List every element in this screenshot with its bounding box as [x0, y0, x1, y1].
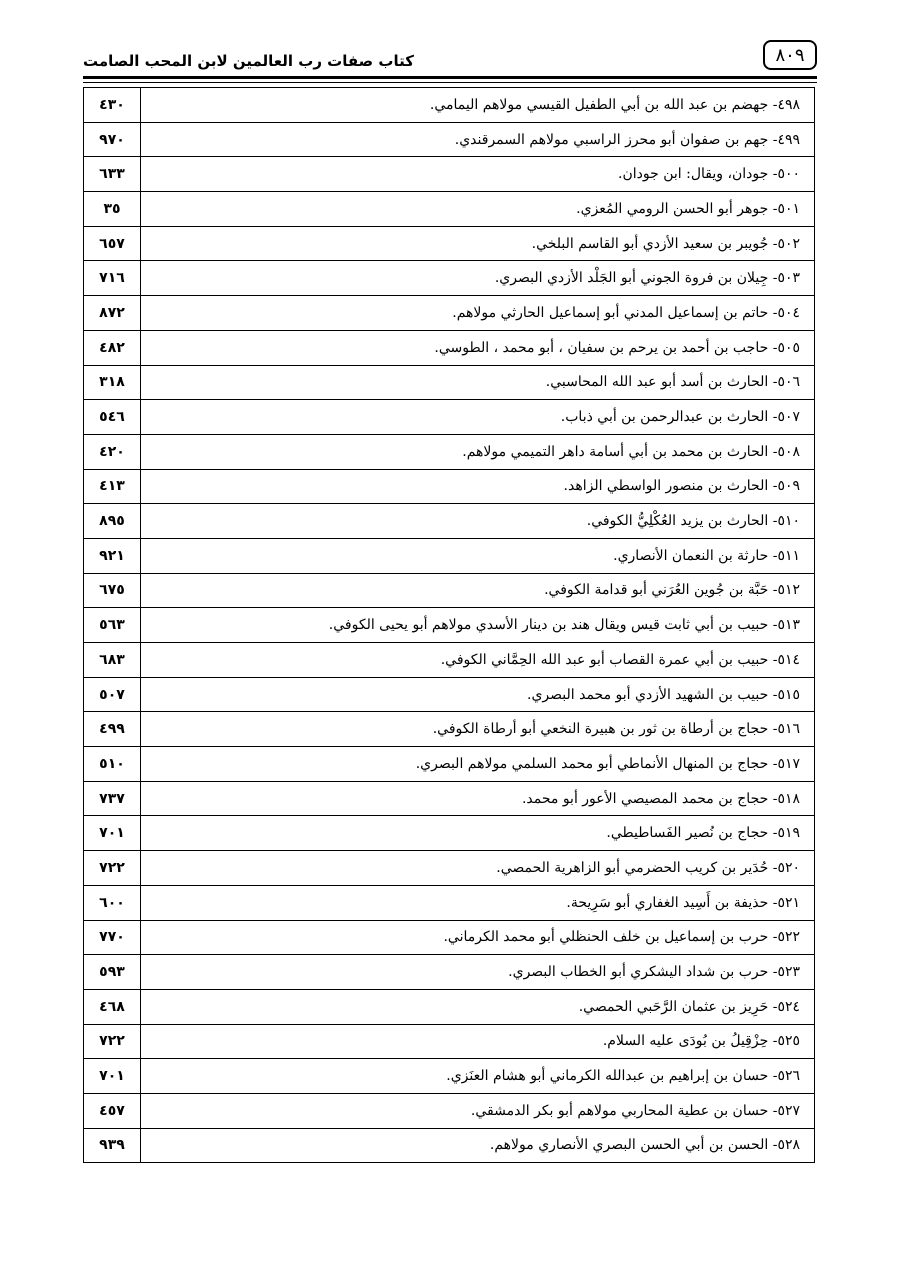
- narrator-name: ٥١٦- حجاج بن أرطاة بن ثور بن هبيرة النخعي أبو أرطاة الكوفي.: [141, 712, 815, 747]
- table-row: [84, 1024, 815, 1059]
- page-ref: ٧٣٧: [84, 781, 141, 816]
- page-ref: ٥٠٧: [84, 677, 141, 712]
- page-ref: ٤٢٠: [84, 434, 141, 469]
- table-row: [84, 365, 815, 400]
- narrator-name: ٥٠٠- جودان، ويقال: ابن جودان.: [141, 157, 815, 192]
- table-row: [84, 122, 815, 157]
- page-ref: ٣١٨: [84, 365, 141, 400]
- narrator-name: ٥٠٧- الحارث بن عبدالرحمن بن أبي ذباب.: [141, 400, 815, 435]
- table-row: [84, 712, 815, 747]
- table-row: [84, 608, 815, 643]
- table-row: [84, 989, 815, 1024]
- narrator-name: ٥٠٣- جِيلان بن فروة الجوني أبو الجَلْد الأزدي البصري.: [141, 261, 815, 296]
- page-ref: ٥٤٦: [84, 400, 141, 435]
- narrator-name: ٥٢٠- حُدَير بن كريب الحضرمي أبو الزاهرية الحمصي.: [141, 851, 815, 886]
- narrator-name: ٥٠٢- جُويبر بن سعيد الأزدي أبو القاسم البلخي.: [141, 226, 815, 261]
- page-ref: ٤٨٢: [84, 330, 141, 365]
- table-row: [84, 88, 815, 123]
- page-ref: ٥٦٣: [84, 608, 141, 643]
- narrator-name: ٥٢١- حذيفة بن أَسِيد الغفاري أبو سَرِيحة.: [141, 885, 815, 920]
- page-ref: ٥١٠: [84, 747, 141, 782]
- table-row: [84, 504, 815, 539]
- page-ref: ٣٥: [84, 192, 141, 227]
- header-rule-thick: [83, 76, 817, 79]
- index-table: [83, 87, 815, 1163]
- narrator-name: ٥٠١- جوهر أبو الحسن الرومي المُعزي.: [141, 192, 815, 227]
- narrator-name: ٥١٣- حبيب بن أبي ثابت قيس ويقال هند بن دينار الأسدي مولاهم أبو يحيى الكوفي.: [141, 608, 815, 643]
- page-ref: ٤٥٧: [84, 1093, 141, 1128]
- table-row: [84, 851, 815, 886]
- page-ref: ٨٧٢: [84, 296, 141, 331]
- table-row: [84, 261, 815, 296]
- page-ref: ٩٧٠: [84, 122, 141, 157]
- table-row: [84, 1093, 815, 1128]
- narrator-name: ٥١١- حارثة بن النعمان الأنصاري.: [141, 538, 815, 573]
- page-ref: ٦٠٠: [84, 885, 141, 920]
- table-row: [84, 1059, 815, 1094]
- page-ref: ٤٦٨: [84, 989, 141, 1024]
- page-ref: ٩٢١: [84, 538, 141, 573]
- narrator-name: ٥٢٥- حِزْقِيلُ بن بُودَى عليه السلام.: [141, 1024, 815, 1059]
- table-row: [84, 643, 815, 678]
- narrator-name: ٥١٢- حَبَّة بن جُوين العُرَني أبو قدامة الكوفي.: [141, 573, 815, 608]
- narrator-name: ٥٠٤- حاتم بن إسماعيل المدني أبو إسماعيل الحارثي مولاهم.: [141, 296, 815, 331]
- page-number: ٨٠٩: [763, 40, 817, 70]
- narrator-name: ٤٩٨- جهضم بن عبد الله بن أبي الطفيل القيسي مولاهم اليمامي.: [141, 88, 815, 123]
- page-ref: ٦٨٣: [84, 643, 141, 678]
- narrator-name: ٥٠٩- الحارث بن منصور الواسطي الزاهد.: [141, 469, 815, 504]
- page-ref: ٧٠١: [84, 1059, 141, 1094]
- table-row: [84, 226, 815, 261]
- narrator-name: ٥٢٢- حرب بن إسماعيل بن خلف الحنظلي أبو محمد الكرماني.: [141, 920, 815, 955]
- table-row: [84, 434, 815, 469]
- page-ref: ٧٧٠: [84, 920, 141, 955]
- table-row: [84, 677, 815, 712]
- page-ref: ٧٢٢: [84, 851, 141, 886]
- table-row: [84, 781, 815, 816]
- table-row: [84, 885, 815, 920]
- narrator-name: ٥٠٥- حاجب بن أحمد بن يرحم بن سفيان ، أبو محمد ، الطوسي.: [141, 330, 815, 365]
- narrator-name: ٥٢٣- حرب بن شداد اليشكري أبو الخطاب البصري.: [141, 955, 815, 990]
- narrator-name: ٥٢٦- حسان بن إبراهيم بن عبدالله الكرماني أبو هشام العنَزي.: [141, 1059, 815, 1094]
- narrator-name: ٥٠٨- الحارث بن محمد بن أبي أسامة داهر التميمي مولاهم.: [141, 434, 815, 469]
- table-row: [84, 330, 815, 365]
- table-row: [84, 192, 815, 227]
- table-row: [84, 816, 815, 851]
- page-ref: ٦٣٣: [84, 157, 141, 192]
- narrator-name: ٥١٤- حبيب بن أبي عمرة القصاب أبو عبد الله الحِمَّاني الكوفي.: [141, 643, 815, 678]
- table-row: [84, 469, 815, 504]
- narrator-name: ٥٢٨- الحسن بن أبي الحسن البصري الأنصاري مولاهم.: [141, 1128, 815, 1163]
- narrator-name: ٥١٠- الحارث بن يزيد العُكْلِيُّ الكوفي.: [141, 504, 815, 539]
- narrator-name: ٥١٧- حجاج بن المنهال الأنماطي أبو محمد السلمي مولاهم البصري.: [141, 747, 815, 782]
- page-ref: ٤١٣: [84, 469, 141, 504]
- page-header: كتاب صفات رب العالمين لابن المحب الصامت ٨٠٩: [83, 38, 817, 80]
- narrator-name: ٥١٥- حبيب بن الشهيد الأزدي أبو محمد البصري.: [141, 677, 815, 712]
- table-row: [84, 400, 815, 435]
- table-row: [84, 747, 815, 782]
- page-ref: ٩٣٩: [84, 1128, 141, 1163]
- narrator-name: ٥٢٧- حسان بن عطية المحاربي مولاهم أبو بكر الدمشقي.: [141, 1093, 815, 1128]
- header-rule-thin: [83, 82, 817, 83]
- table-row: [84, 920, 815, 955]
- table-row: [84, 296, 815, 331]
- page-ref: ٤٩٩: [84, 712, 141, 747]
- page-ref: ٧٢٢: [84, 1024, 141, 1059]
- narrator-name: ٥١٩- حجاج بن نُصير الفَساطيطي.: [141, 816, 815, 851]
- page-ref: ٨٩٥: [84, 504, 141, 539]
- narrator-name: ٤٩٩- جهم بن صفوان أبو محرز الراسبي مولاهم السمرقندي.: [141, 122, 815, 157]
- narrator-name: ٥٠٦- الحارث بن أسد أبو عبد الله المحاسبي.: [141, 365, 815, 400]
- page-ref: ٧١٦: [84, 261, 141, 296]
- narrator-name: ٥٢٤- حَرِيز بن عثمان الرَّحَبي الحمصي.: [141, 989, 815, 1024]
- table-row: [84, 573, 815, 608]
- page-ref: ٦٧٥: [84, 573, 141, 608]
- table-row: [84, 157, 815, 192]
- page-ref: ٥٩٣: [84, 955, 141, 990]
- table-row: [84, 1128, 815, 1163]
- table-row: [84, 538, 815, 573]
- table-row: [84, 955, 815, 990]
- page-ref: ٧٠١: [84, 816, 141, 851]
- page-ref: ٤٣٠: [84, 88, 141, 123]
- narrator-name: ٥١٨- حجاج بن محمد المصيصي الأعور أبو محمد.: [141, 781, 815, 816]
- page-ref: ٦٥٧: [84, 226, 141, 261]
